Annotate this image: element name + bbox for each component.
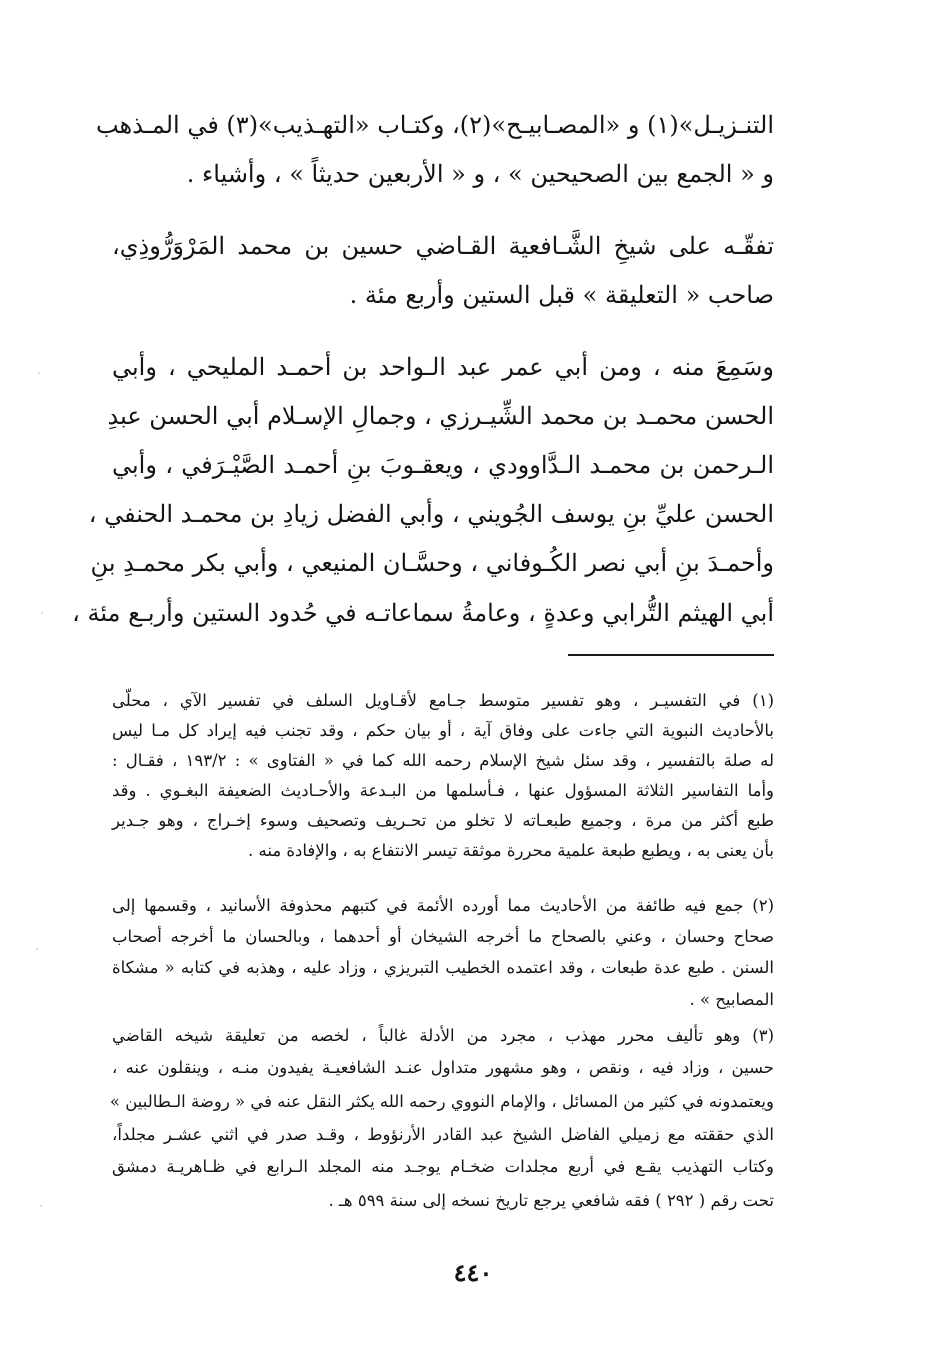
footnote-line: وأما التفاسير الثلاثة المسؤول عنها ، فـأسلمها من البـدعة والأحـاديث الضعيفة البغـوي . وقد [112,781,774,800]
body-line: الحسن عليِّ بنِ يوسف الجُويني ، وأبي الفضل زيادِ بن محمـد الحنفي ، [88,500,774,528]
body-line: وسَمِعَ منه ، ومن أبي عمر عبد الـواحد بن أحمـد المليحي ، وأبي [112,353,774,381]
footnote-line: (١) في التفسيـر ، وهو تفسير متوسط جـامع لأقـاويل السلف في تفسير الآي ، محلّى [112,691,774,710]
body-line: تفقّـه على شيخِ الشَّـافعية القـاضي حسين بن محمد المَرْوَرُّوذِي، [112,232,774,260]
footnote-line: بأن يعنى به ، ويطبع طبعة علمية محررة موثقة تيسر الانتفاع به ، والإفادة منه . [248,841,774,860]
body-line: الـرحمن بن محمـد الـدَّاوودي ، ويعقـوبَ بنِ أحمـد الصَّيْـرَفي ، وأبي [112,451,774,479]
body-line: الحسن محمـد بن محمد الشِّيـرزي ، وجمالِ الإسـلام أبي الحسن عبدِ [107,402,774,430]
scan-speck [41,612,43,614]
footnote-line: (٣) وهو تأليف محرر مهذب ، مجرد من الأدلة غالباً ، لخصه من تعليقة شيخه القاضي [112,1026,774,1045]
body-line: أبي الهيثم التُّرابي وعدةٍ ، وعامةُ سماعاتـه في حُدود الستين وأربـع مئة ، [72,599,774,627]
footnote-line: طبع أكثر من مرة ، وجميع طبعـاته لا تخلو من تحـريف وتصحيف وسوء إخـراج ، وهو جـدير [112,811,774,830]
body-line: التنـزيـل»(١) و «المصـابيـح»(٢)، وكتـاب «التهـذيب»(٣) في المـذهب [95,111,774,139]
body-line: و « الجمع بين الصحيحين » ، و « الأربعين حديثاً » ، وأشياء . [186,160,774,188]
scan-speck [36,948,38,950]
footnote-line: وكتاب التهذيب يقـع في أربع مجلدات ضخـام يوجـد منه المجلد الـرابع في ظـاهريـة دمشق [112,1157,774,1176]
scan-speck [38,372,40,374]
footnote-line: (٢) جمع فيه طائفة من الأحاديث مما أورده الأئمة في كتبهم محذوفة الأسانيد ، وقسمها إلى [112,896,774,915]
footnote-line: السنن . طبع عدة طبعات ، وقد اعتمده الخطيب التبريزي ، وزاد عليه ، وهذبه في كتابه « مشكاة [112,958,774,977]
footnote-line: ويعتمدونه في كثير من المسائل ، والإمام النووي رحمه الله يكثر النقل عنه في « روضة الـطالبين » [109,1092,774,1111]
footnote-separator [568,654,774,656]
page-number: ٤٤٠ [453,1258,493,1287]
footnote-line: بالأحاديث النبوية التي جاءت على وفاق آية ، أو بيان حكم ، وقد تجنب فيه إيراد كل مـا ليس [112,721,774,740]
footnote-line: المصابيح » . [689,990,774,1009]
scan-speck [40,1205,42,1207]
body-line: وأحمـدَ بنِ أبي نصر الكُـوفاني ، وحسَّـان المنيعي ، وأبي بكر محمـدِ بنِ [90,549,774,577]
footnote-line: له صلة بالتفسير ، وقد سئل شيخ الإسلام رحمه الله كما في « الفتاوى » : ١٩٣/٢ ، فقـال : [112,751,774,770]
footnote-line: تحت رقم ( ٢٩٢ ) فقه شافعي يرجع تاريخ نسخه إلى سنة ٥٩٩ هـ . [328,1191,774,1210]
footnote-line: حسين ، وزاد فيه ، ونقص ، وهو مشهور متداول عنـد الشافعيـة يفيدون منـه ، وينقلون عنه ، [112,1058,774,1077]
body-line: صاحب « التعليقة » قبل الستين وأربع مئة . [349,281,774,309]
footnote-line: الذي حققته مع زميلي الفاضل الشيخ عبد القادر الأرنؤوط ، وقـد صدر في اثني عشـر مجلداً، [112,1125,774,1144]
footnote-line: صحاح وحسان ، وعني بالصحاح ما أخرجه الشيخان أو أحدهما ، وبالحسان ما أخرجه أصحاب [112,927,774,946]
